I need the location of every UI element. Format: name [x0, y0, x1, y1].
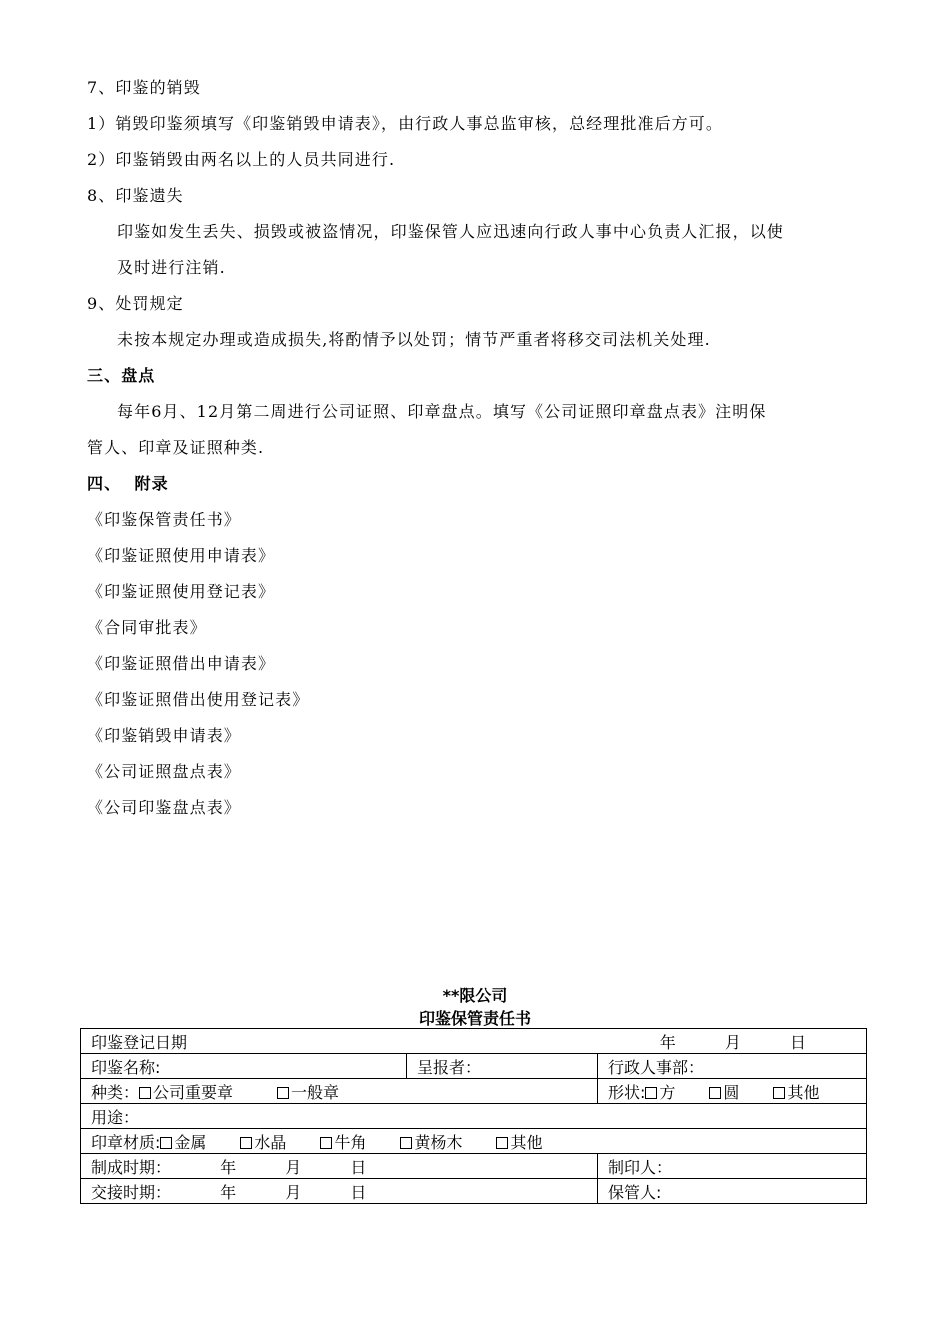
appendix-item: 《印鉴证照借出申请表》: [87, 654, 276, 673]
year-label: 年: [220, 1157, 237, 1177]
shape-cell: [598, 1079, 867, 1104]
keeper-cell[interactable]: [598, 1179, 867, 1204]
made-time-label: 制成时期：: [91, 1157, 172, 1177]
reg-date-label: 印鉴登记日期: [91, 1032, 188, 1052]
section-7-title: 7、印鉴的销毁: [87, 78, 201, 97]
appendix-item: 《公司印鉴盘点表》: [87, 798, 241, 817]
seal-name-cell[interactable]: [81, 1054, 407, 1079]
section-7-item-2: 2）印鉴销毁由两名以上的人员共同进行.: [87, 150, 396, 169]
appendix-item: 《印鉴证照借出使用登记表》: [87, 690, 310, 709]
heading-appendix: 四、 附录: [87, 474, 169, 493]
form-row-handover: [81, 1179, 867, 1204]
type-option-important: 公司重要章: [153, 1082, 234, 1102]
handover-label: 交接时期：: [91, 1182, 172, 1202]
hr-dept-label: 行政人事部：: [608, 1057, 705, 1077]
section-9-paragraph: 未按本规定办理或造成损失,将酌情予以处罚；情节严重者将移交司法机关处理.: [117, 330, 711, 349]
section-8-paragraph-line2: 及时进行注销.: [117, 258, 226, 277]
hr-dept-cell[interactable]: [598, 1054, 867, 1079]
day-label: 日: [789, 1032, 806, 1052]
type-option-general: 一般章: [291, 1082, 340, 1102]
shape-option-round: 圆: [723, 1082, 740, 1102]
checkbox-round[interactable]: [709, 1087, 721, 1099]
appendix-item: 《合同审批表》: [87, 618, 207, 637]
form-row-material: [81, 1129, 867, 1154]
checkbox-important-seal[interactable]: [139, 1087, 151, 1099]
checkbox-material-other[interactable]: [496, 1137, 508, 1149]
made-time-cell[interactable]: [81, 1154, 598, 1179]
heading-inventory: 三、盘点: [87, 366, 156, 385]
day-label: 日: [350, 1157, 367, 1177]
usage-label: 用途：: [91, 1107, 140, 1127]
appendix-item: 《印鉴证照使用申请表》: [87, 546, 276, 565]
checkbox-boxwood[interactable]: [400, 1137, 412, 1149]
maker-label: 制印人：: [608, 1157, 673, 1177]
month-label: 月: [724, 1032, 741, 1052]
section-7-item-1: 1）销毁印鉴须填写《印鉴销毁申请表》，由行政人事总监审核，总经理批准后方可。: [87, 114, 723, 133]
appendix-item: 《印鉴保管责任书》: [87, 510, 241, 529]
form-company-name: **限公司: [442, 986, 508, 1005]
material-option-crystal: 水晶: [254, 1132, 287, 1152]
reg-date-fields: [660, 1030, 806, 1053]
form-title: 印鉴保管责任书: [418, 1009, 531, 1028]
material-option-boxwood: 黄杨木: [414, 1132, 463, 1152]
form-row-usage: [81, 1104, 867, 1129]
shape-option-square: 方: [659, 1082, 676, 1102]
checkbox-metal[interactable]: [160, 1137, 172, 1149]
section-8-title: 8、印鉴遗失: [87, 186, 184, 205]
checkbox-shape-other[interactable]: [773, 1087, 785, 1099]
shape-option-other: 其他: [787, 1082, 820, 1102]
type-label: 种类：: [91, 1082, 140, 1102]
shape-label: 形状:: [608, 1082, 646, 1102]
appendix-item: 《公司证照盘点表》: [87, 762, 241, 781]
inventory-paragraph-line2: 管人、印章及证照种类.: [87, 438, 265, 457]
keeper-label: 保管人:: [608, 1182, 662, 1202]
submitter-cell[interactable]: [407, 1054, 598, 1079]
checkbox-horn[interactable]: [320, 1137, 332, 1149]
material-option-metal: 金属: [174, 1132, 207, 1152]
appendix-item: 《印鉴销毁申请表》: [87, 726, 241, 745]
section-9-title: 9、处罚规定: [87, 294, 184, 313]
material-cell: [81, 1129, 867, 1154]
reg-date-cell: [81, 1029, 867, 1054]
material-label: 印章材质:: [91, 1132, 161, 1152]
material-option-other: 其他: [510, 1132, 543, 1152]
submitter-label: 呈报者：: [417, 1057, 482, 1077]
usage-cell[interactable]: [81, 1104, 867, 1129]
checkbox-crystal[interactable]: [240, 1137, 252, 1149]
checkbox-general-seal[interactable]: [277, 1087, 289, 1099]
handover-cell[interactable]: [81, 1179, 598, 1204]
day-label: 日: [350, 1182, 367, 1202]
seal-name-label: 印鉴名称:: [91, 1057, 161, 1077]
type-cell: [81, 1079, 598, 1104]
seal-custody-form: [80, 1028, 867, 1204]
inventory-paragraph-line1: 每年6月、12月第二周进行公司证照、印章盘点。填写《公司证照印章盘点表》注明保: [117, 402, 767, 421]
form-row-names: [81, 1054, 867, 1079]
checkbox-square[interactable]: [645, 1087, 657, 1099]
maker-cell[interactable]: [598, 1154, 867, 1179]
form-row-type-shape: [81, 1079, 867, 1104]
form-row-reg-date: [81, 1029, 867, 1054]
month-label: 月: [285, 1157, 302, 1177]
section-8-paragraph-line1: 印鉴如发生丢失、损毁或被盗情况，印鉴保管人应迅速向行政人事中心负责人汇报，以使: [117, 222, 784, 241]
form-row-made-time: [81, 1154, 867, 1179]
year-label: 年: [220, 1182, 237, 1202]
appendix-item: 《印鉴证照使用登记表》: [87, 582, 276, 601]
month-label: 月: [285, 1182, 302, 1202]
year-label: 年: [659, 1032, 676, 1052]
material-option-horn: 牛角: [334, 1132, 367, 1152]
